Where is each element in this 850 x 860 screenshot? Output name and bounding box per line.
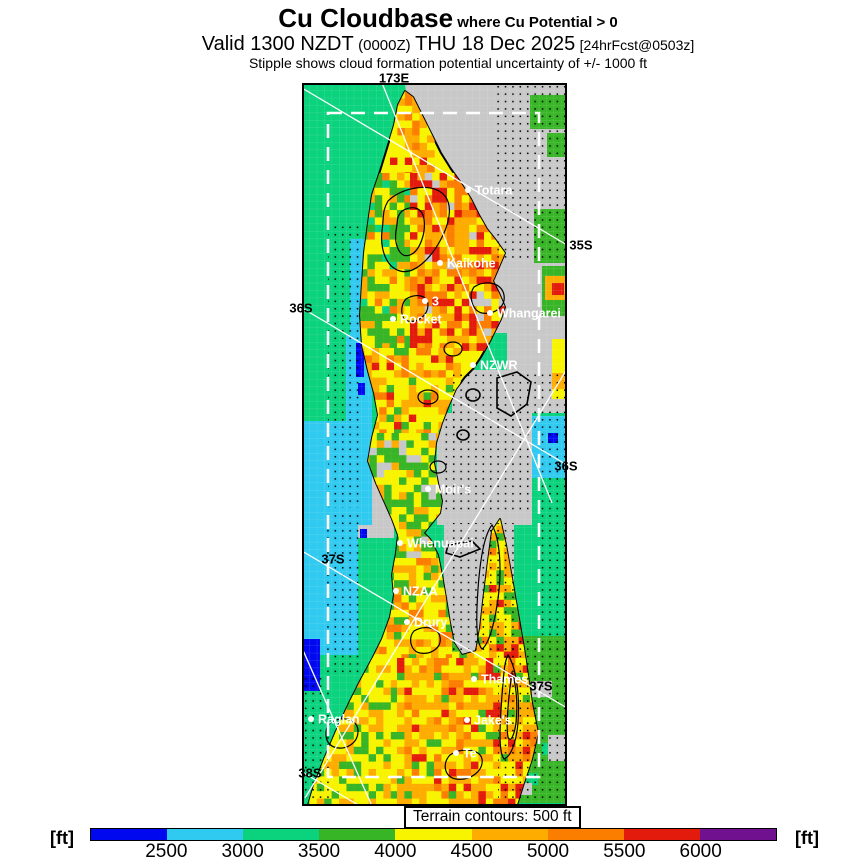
colorbar-segment: [91, 829, 167, 840]
grid-label: 36S: [554, 458, 578, 474]
colorbar-tick: 5000: [526, 841, 570, 860]
stipple-note: Stipple shows cloud formation potential uncertainty of +/- 1000 ft: [248, 54, 648, 71]
marker-label: Thames: [481, 672, 529, 687]
colorbar-segment: [624, 829, 700, 840]
colorbar-segment: [472, 829, 548, 840]
valid-prefix: Valid 1300 NZDT: [201, 33, 354, 56]
marker-label: Whenuapai: [407, 536, 474, 551]
marker-label: Te: [463, 746, 477, 761]
colorbar-segment: [243, 829, 319, 840]
forecast-ref: [24hrFcst@0503z]: [579, 37, 695, 54]
colorbar-tick: 4000: [374, 841, 417, 860]
grid-label: 37S: [529, 678, 553, 694]
terrain-contours-note: Terrain contours: 500 ft: [404, 806, 581, 829]
valid-line: [23, 33, 850, 55]
colorbar-unit-left: [ft]: [50, 828, 74, 848]
colorbar: [90, 828, 777, 841]
marker-label: 3: [432, 294, 439, 309]
marker-label: Raglan: [318, 712, 360, 727]
colorbar-segment: [319, 829, 395, 840]
page-title: Cu Cloudbase: [278, 3, 454, 33]
grid-label: 173E: [378, 70, 410, 86]
marker-label: Whangarei: [497, 306, 561, 321]
grid-label: 36S: [289, 300, 313, 316]
map-svg: [302, 83, 567, 806]
marker-label: Jake's: [474, 713, 512, 728]
colorbar-segment: [167, 829, 243, 840]
colorbar-tick: 3500: [297, 841, 341, 860]
map-marker: [487, 307, 561, 321]
colorbar-tick: 3000: [221, 841, 264, 860]
colorbar-segment: [395, 829, 471, 840]
grid-label: 35S: [569, 237, 593, 253]
marker-label: Rocket: [400, 312, 442, 327]
valid-utc: (0000Z): [358, 37, 411, 55]
colorbar-tick: 4500: [450, 841, 493, 860]
forecast-map: [302, 83, 567, 806]
marker-label: Totara: [475, 183, 513, 198]
header: [23, 4, 850, 71]
grid-label: 37S: [321, 551, 345, 567]
marker-label: NZWR: [480, 358, 518, 373]
title-qualifier: where Cu Potential > 0: [457, 14, 618, 31]
colorbar-unit-right: [ft]: [795, 828, 819, 848]
marker-label: Moir's: [435, 482, 472, 497]
title-line: [23, 4, 850, 33]
colorbar-segment: [548, 829, 624, 840]
marker-label: Drury: [414, 615, 448, 630]
map-marker: [397, 537, 474, 551]
marker-label: Kaikohe: [447, 256, 496, 271]
colorbar-segment: [700, 829, 776, 840]
colorbar-tick: 6000: [679, 841, 722, 860]
colorbar-tick: 2500: [145, 841, 188, 860]
marker-label: NZAA: [403, 584, 438, 599]
colorbar-tick: 5500: [603, 841, 646, 860]
valid-date: THU 18 Dec 2025: [415, 33, 576, 56]
grid-label: 38S: [298, 765, 322, 781]
